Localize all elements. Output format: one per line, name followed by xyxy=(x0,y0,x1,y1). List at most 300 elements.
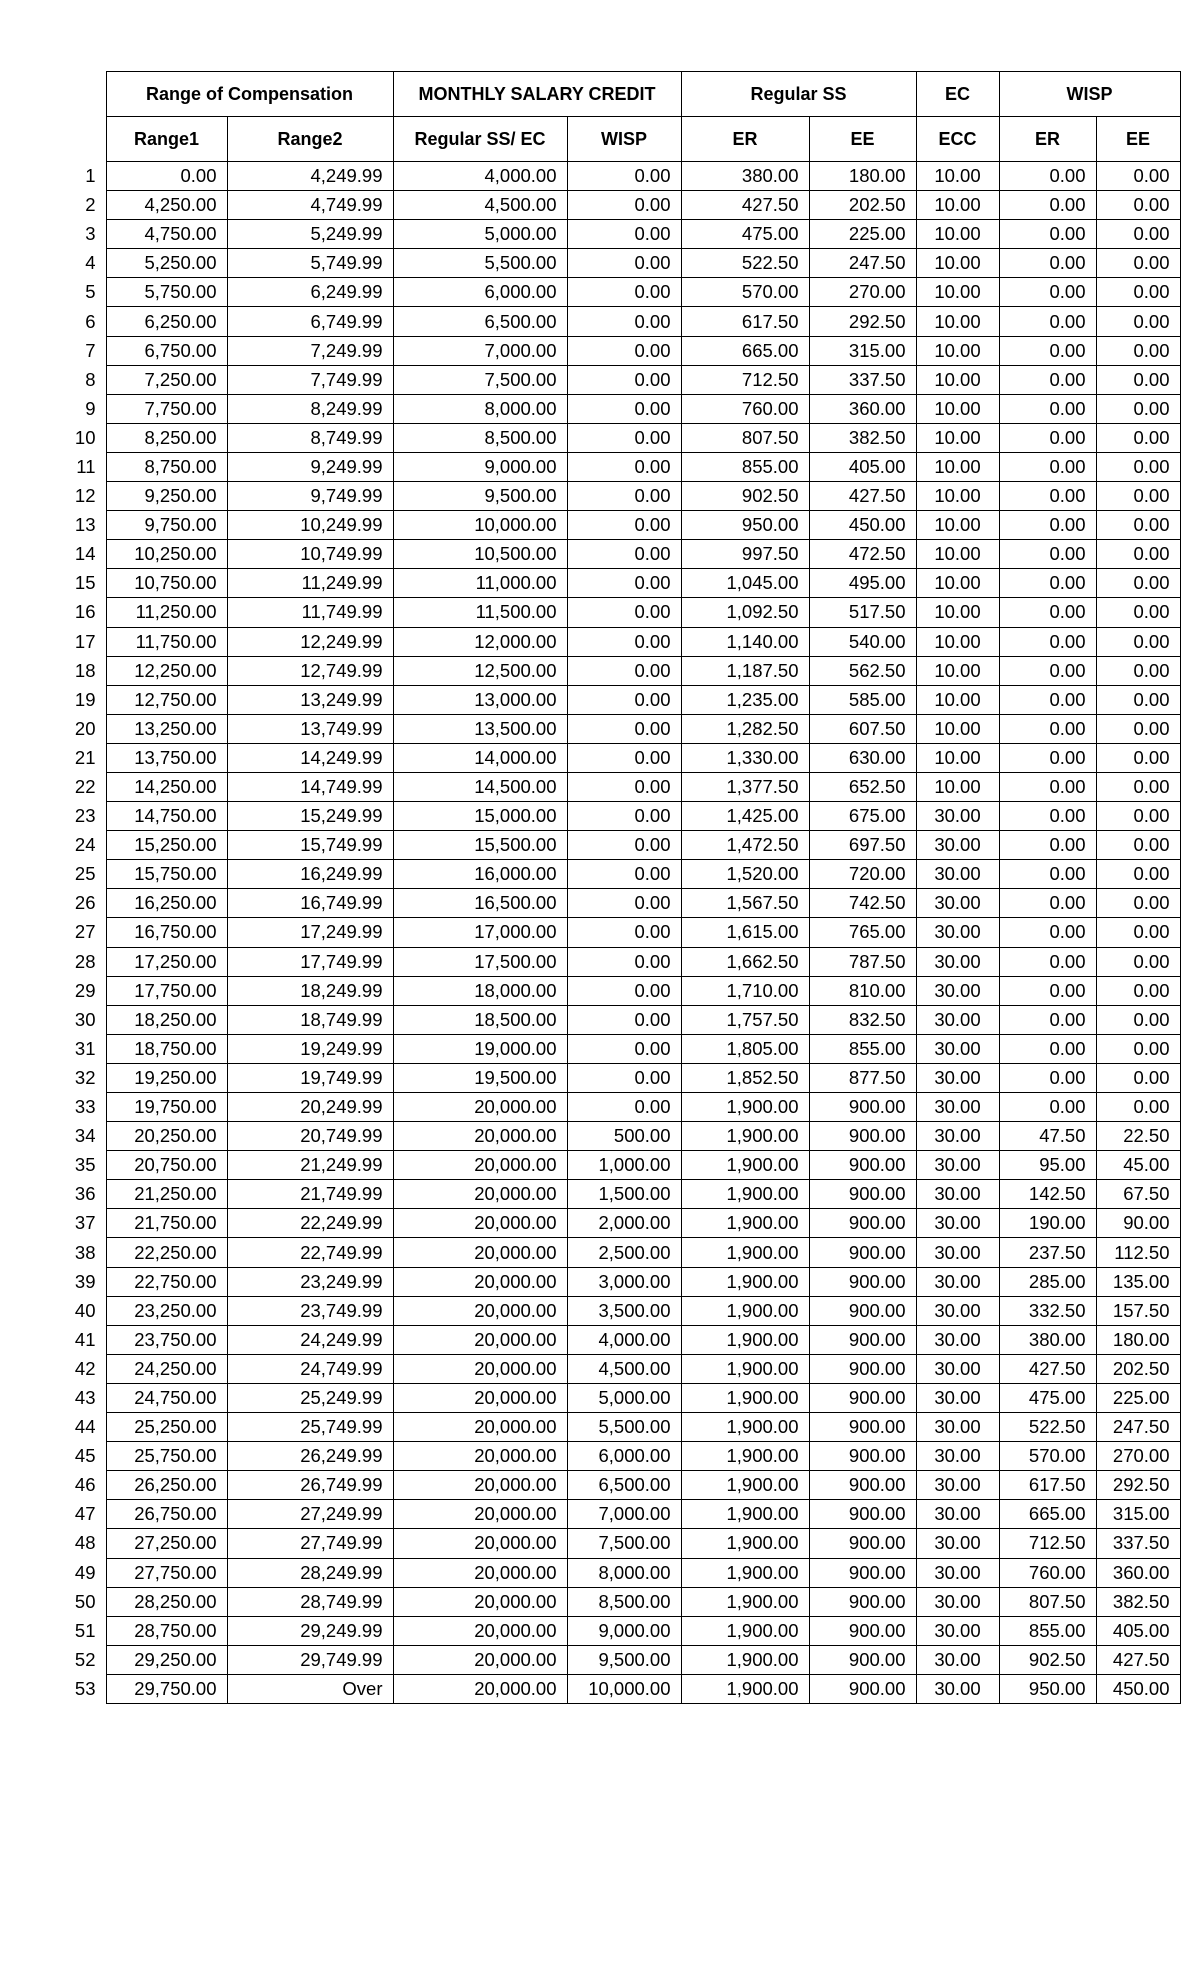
range1-cell: 8,250.00 xyxy=(106,423,227,452)
wisp-er-cell: 0.00 xyxy=(999,598,1096,627)
regular-ss-er-cell: 1,472.50 xyxy=(681,831,809,860)
msc-wisp-cell: 4,500.00 xyxy=(567,1354,681,1383)
ecc-cell: 10.00 xyxy=(916,336,999,365)
range2-cell: 5,249.99 xyxy=(227,220,393,249)
range1-cell: 0.00 xyxy=(106,162,227,191)
range1-cell: 25,750.00 xyxy=(106,1442,227,1471)
row-number: 48 xyxy=(66,1529,106,1558)
regular-ss-ee-cell: 900.00 xyxy=(809,1325,916,1354)
msc-wisp-cell: 0.00 xyxy=(567,365,681,394)
range1-cell: 17,750.00 xyxy=(106,976,227,1005)
regular-ss-ee-cell: 900.00 xyxy=(809,1122,916,1151)
row-number: 32 xyxy=(66,1063,106,1092)
ecc-cell: 30.00 xyxy=(916,1122,999,1151)
range2-cell: 23,749.99 xyxy=(227,1296,393,1325)
msc-wisp-cell: 0.00 xyxy=(567,307,681,336)
row-number: 13 xyxy=(66,511,106,540)
range1-cell: 8,750.00 xyxy=(106,452,227,481)
msc-regular-cell: 10,500.00 xyxy=(393,540,567,569)
msc-regular-cell: 20,000.00 xyxy=(393,1587,567,1616)
regular-ss-er-cell: 1,235.00 xyxy=(681,685,809,714)
wisp-er-cell: 0.00 xyxy=(999,918,1096,947)
ecc-cell: 10.00 xyxy=(916,365,999,394)
regular-ss-ee-cell: 720.00 xyxy=(809,860,916,889)
range1-cell: 20,250.00 xyxy=(106,1122,227,1151)
range1-cell: 12,250.00 xyxy=(106,656,227,685)
row-number: 11 xyxy=(66,452,106,481)
range1-cell: 13,750.00 xyxy=(106,743,227,772)
wisp-er-cell: 0.00 xyxy=(999,772,1096,801)
row-number: 17 xyxy=(66,627,106,656)
ecc-cell: 10.00 xyxy=(916,627,999,656)
wisp-ee-cell: 0.00 xyxy=(1096,569,1180,598)
range1-cell: 21,250.00 xyxy=(106,1180,227,1209)
regular-ss-ee-cell: 652.50 xyxy=(809,772,916,801)
wisp-er-cell: 617.50 xyxy=(999,1471,1096,1500)
range2-cell: 7,749.99 xyxy=(227,365,393,394)
ecc-cell: 30.00 xyxy=(916,1063,999,1092)
range1-cell: 29,750.00 xyxy=(106,1674,227,1703)
msc-wisp-cell: 0.00 xyxy=(567,656,681,685)
wisp-ee-cell: 67.50 xyxy=(1096,1180,1180,1209)
range2-cell: Over xyxy=(227,1674,393,1703)
ecc-cell: 10.00 xyxy=(916,569,999,598)
range1-cell: 27,250.00 xyxy=(106,1529,227,1558)
wisp-ee-cell: 225.00 xyxy=(1096,1383,1180,1412)
ecc-cell: 30.00 xyxy=(916,1005,999,1034)
wisp-ee-cell: 0.00 xyxy=(1096,802,1180,831)
msc-regular-cell: 20,000.00 xyxy=(393,1093,567,1122)
range1-cell: 11,250.00 xyxy=(106,598,227,627)
regular-ss-er-cell: 1,900.00 xyxy=(681,1616,809,1645)
msc-regular-cell: 20,000.00 xyxy=(393,1325,567,1354)
regular-ss-ee-cell: 202.50 xyxy=(809,191,916,220)
table-row xyxy=(66,307,1180,336)
ecc-cell: 10.00 xyxy=(916,220,999,249)
wisp-er-cell: 0.00 xyxy=(999,540,1096,569)
row-number: 27 xyxy=(66,918,106,947)
row-number: 8 xyxy=(66,365,106,394)
ecc-cell: 30.00 xyxy=(916,1529,999,1558)
table-row xyxy=(66,1413,1180,1442)
table-row xyxy=(66,976,1180,1005)
msc-regular-cell: 15,500.00 xyxy=(393,831,567,860)
row-number: 46 xyxy=(66,1471,106,1500)
wisp-ee-cell: 0.00 xyxy=(1096,452,1180,481)
table-body xyxy=(66,162,1180,1704)
range2-cell: 13,749.99 xyxy=(227,714,393,743)
range1-cell: 29,250.00 xyxy=(106,1645,227,1674)
row-number: 52 xyxy=(66,1645,106,1674)
row-number: 6 xyxy=(66,307,106,336)
range2-cell: 24,249.99 xyxy=(227,1325,393,1354)
ecc-cell: 30.00 xyxy=(916,1558,999,1587)
msc-wisp-cell: 3,500.00 xyxy=(567,1296,681,1325)
table-row xyxy=(66,1674,1180,1703)
wisp-er-cell: 190.00 xyxy=(999,1209,1096,1238)
range2-cell: 15,749.99 xyxy=(227,831,393,860)
wisp-er-cell: 0.00 xyxy=(999,162,1096,191)
wisp-ee-cell: 0.00 xyxy=(1096,772,1180,801)
regular-ss-er-cell: 570.00 xyxy=(681,278,809,307)
msc-wisp-cell: 0.00 xyxy=(567,482,681,511)
regular-ss-er-cell: 1,282.50 xyxy=(681,714,809,743)
msc-wisp-cell: 0.00 xyxy=(567,947,681,976)
range1-cell: 5,250.00 xyxy=(106,249,227,278)
ecc-cell: 30.00 xyxy=(916,1238,999,1267)
regular-ss-er-cell: 1,900.00 xyxy=(681,1471,809,1500)
range1-cell: 23,250.00 xyxy=(106,1296,227,1325)
msc-regular-cell: 18,500.00 xyxy=(393,1005,567,1034)
regular-ss-ee-cell: 900.00 xyxy=(809,1093,916,1122)
regular-ss-er-cell: 1,900.00 xyxy=(681,1238,809,1267)
msc-wisp-cell: 0.00 xyxy=(567,1093,681,1122)
table-row xyxy=(66,831,1180,860)
wisp-ee-cell: 0.00 xyxy=(1096,1093,1180,1122)
row-number: 3 xyxy=(66,220,106,249)
regular-ss-er-cell: 1,900.00 xyxy=(681,1645,809,1674)
range1-header: Range1 xyxy=(106,117,227,162)
range1-cell: 18,750.00 xyxy=(106,1034,227,1063)
range1-cell: 18,250.00 xyxy=(106,1005,227,1034)
msc-regular-cell: 9,500.00 xyxy=(393,482,567,511)
msc-wisp-cell: 7,500.00 xyxy=(567,1529,681,1558)
regular-ss-ee-cell: 900.00 xyxy=(809,1383,916,1412)
wisp-er-cell: 0.00 xyxy=(999,947,1096,976)
range1-cell: 20,750.00 xyxy=(106,1151,227,1180)
table-row xyxy=(66,714,1180,743)
table-row xyxy=(66,1093,1180,1122)
wisp-header: WISP xyxy=(999,72,1180,117)
msc-regular-cell: 20,000.00 xyxy=(393,1500,567,1529)
row-number: 10 xyxy=(66,423,106,452)
regular-ss-er-cell: 522.50 xyxy=(681,249,809,278)
range2-cell: 17,749.99 xyxy=(227,947,393,976)
regular-ss-er-cell: 1,520.00 xyxy=(681,860,809,889)
regular-ss-ee-cell: 495.00 xyxy=(809,569,916,598)
table-row xyxy=(66,1296,1180,1325)
table-row xyxy=(66,1558,1180,1587)
row-number: 24 xyxy=(66,831,106,860)
regular-ss-er-cell: 1,900.00 xyxy=(681,1413,809,1442)
range2-cell: 12,749.99 xyxy=(227,656,393,685)
ec-header: EC xyxy=(916,72,999,117)
range1-cell: 26,250.00 xyxy=(106,1471,227,1500)
table-row xyxy=(66,1122,1180,1151)
wisp-er-cell: 475.00 xyxy=(999,1383,1096,1412)
range2-cell: 8,749.99 xyxy=(227,423,393,452)
range2-cell: 25,249.99 xyxy=(227,1383,393,1412)
range2-cell: 16,249.99 xyxy=(227,860,393,889)
msc-wisp-cell: 0.00 xyxy=(567,540,681,569)
range2-cell: 19,749.99 xyxy=(227,1063,393,1092)
range2-cell: 7,249.99 xyxy=(227,336,393,365)
wisp-er-cell: 0.00 xyxy=(999,743,1096,772)
table-row xyxy=(66,1383,1180,1412)
range2-cell: 29,249.99 xyxy=(227,1616,393,1645)
table-row xyxy=(66,1034,1180,1063)
ecc-cell: 30.00 xyxy=(916,976,999,1005)
regular-ss-er-cell: 1,662.50 xyxy=(681,947,809,976)
regular-ss-er-cell: 1,900.00 xyxy=(681,1383,809,1412)
ecc-cell: 10.00 xyxy=(916,278,999,307)
table-row xyxy=(66,1442,1180,1471)
msc-regular-cell: 14,000.00 xyxy=(393,743,567,772)
regular-ss-er-cell: 617.50 xyxy=(681,307,809,336)
range1-cell: 10,750.00 xyxy=(106,569,227,598)
msc-regular-cell: 13,500.00 xyxy=(393,714,567,743)
wisp-er-cell: 0.00 xyxy=(999,831,1096,860)
wisp-ee-cell: 0.00 xyxy=(1096,743,1180,772)
table-row xyxy=(66,452,1180,481)
range2-cell: 29,749.99 xyxy=(227,1645,393,1674)
wisp-ee-cell: 382.50 xyxy=(1096,1587,1180,1616)
msc-wisp-cell: 0.00 xyxy=(567,452,681,481)
msc-wisp-cell: 5,000.00 xyxy=(567,1383,681,1412)
table-row xyxy=(66,540,1180,569)
row-number: 49 xyxy=(66,1558,106,1587)
wisp-er-cell: 0.00 xyxy=(999,482,1096,511)
table-row xyxy=(66,1180,1180,1209)
range1-cell: 5,750.00 xyxy=(106,278,227,307)
range2-cell: 9,749.99 xyxy=(227,482,393,511)
table-row xyxy=(66,802,1180,831)
ecc-cell: 10.00 xyxy=(916,423,999,452)
row-number: 4 xyxy=(66,249,106,278)
ecc-cell: 30.00 xyxy=(916,1500,999,1529)
wisp-ee-cell: 0.00 xyxy=(1096,656,1180,685)
msc-wisp-cell: 0.00 xyxy=(567,802,681,831)
range2-cell: 21,749.99 xyxy=(227,1180,393,1209)
wisp-er-cell: 380.00 xyxy=(999,1325,1096,1354)
row-number-header-blank xyxy=(66,117,106,162)
msc-wisp-cell: 0.00 xyxy=(567,743,681,772)
table-row xyxy=(66,336,1180,365)
ecc-cell: 10.00 xyxy=(916,540,999,569)
range2-cell: 22,749.99 xyxy=(227,1238,393,1267)
regular-ss-er-cell: 1,567.50 xyxy=(681,889,809,918)
row-number: 5 xyxy=(66,278,106,307)
msc-regular-cell: 15,000.00 xyxy=(393,802,567,831)
regular-ss-er-cell: 1,045.00 xyxy=(681,569,809,598)
regular-ss-er-cell: 902.50 xyxy=(681,482,809,511)
regular-ss-er-cell: 1,900.00 xyxy=(681,1180,809,1209)
range1-cell: 7,250.00 xyxy=(106,365,227,394)
regular-ss-er-cell: 1,900.00 xyxy=(681,1325,809,1354)
range1-cell: 27,750.00 xyxy=(106,1558,227,1587)
wisp-er-cell: 0.00 xyxy=(999,569,1096,598)
ecc-cell: 30.00 xyxy=(916,1442,999,1471)
regular-ss-er-cell: 1,900.00 xyxy=(681,1587,809,1616)
wisp-er-cell: 427.50 xyxy=(999,1354,1096,1383)
range2-cell: 6,749.99 xyxy=(227,307,393,336)
wisp-ee-cell: 0.00 xyxy=(1096,278,1180,307)
row-number: 31 xyxy=(66,1034,106,1063)
range1-cell: 10,250.00 xyxy=(106,540,227,569)
ecc-cell: 10.00 xyxy=(916,452,999,481)
ecc-header: ECC xyxy=(916,117,999,162)
regular-ss-ee-cell: 225.00 xyxy=(809,220,916,249)
msc-wisp-cell: 0.00 xyxy=(567,249,681,278)
msc-regular-cell: 20,000.00 xyxy=(393,1296,567,1325)
msc-wisp-cell: 0.00 xyxy=(567,772,681,801)
table-row xyxy=(66,482,1180,511)
group-header-row xyxy=(66,72,1180,117)
table-row xyxy=(66,743,1180,772)
row-number: 26 xyxy=(66,889,106,918)
regular-ss-er-cell: 1,425.00 xyxy=(681,802,809,831)
regular-ss-ee-cell: 270.00 xyxy=(809,278,916,307)
wisp-er-cell: 950.00 xyxy=(999,1674,1096,1703)
msc-wisp-cell: 0.00 xyxy=(567,394,681,423)
regular-ss-ee-cell: 765.00 xyxy=(809,918,916,947)
wisp-er-cell: 95.00 xyxy=(999,1151,1096,1180)
msc-wisp-cell: 0.00 xyxy=(567,598,681,627)
wisp-er-cell: 0.00 xyxy=(999,889,1096,918)
range1-cell: 19,750.00 xyxy=(106,1093,227,1122)
row-number: 7 xyxy=(66,336,106,365)
range2-cell: 15,249.99 xyxy=(227,802,393,831)
range1-cell: 15,750.00 xyxy=(106,860,227,889)
range1-cell: 16,750.00 xyxy=(106,918,227,947)
msc-regular-cell: 20,000.00 xyxy=(393,1209,567,1238)
ecc-cell: 30.00 xyxy=(916,1296,999,1325)
range2-cell: 16,749.99 xyxy=(227,889,393,918)
wisp-er-cell: 807.50 xyxy=(999,1587,1096,1616)
wisp-er-cell: 0.00 xyxy=(999,394,1096,423)
regular-ss-ee-cell: 315.00 xyxy=(809,336,916,365)
regular-ss-ee-cell: 900.00 xyxy=(809,1645,916,1674)
regular-ss-ee-cell: 900.00 xyxy=(809,1558,916,1587)
range1-cell: 26,750.00 xyxy=(106,1500,227,1529)
msc-wisp-cell: 0.00 xyxy=(567,831,681,860)
row-number: 23 xyxy=(66,802,106,831)
msc-wisp-cell: 0.00 xyxy=(567,860,681,889)
msc-regular-cell: 16,500.00 xyxy=(393,889,567,918)
regular-ss-er-cell: 1,187.50 xyxy=(681,656,809,685)
regular-ss-er-cell: 950.00 xyxy=(681,511,809,540)
range2-cell: 4,249.99 xyxy=(227,162,393,191)
row-number: 42 xyxy=(66,1354,106,1383)
row-number-header-blank xyxy=(66,72,106,117)
regular-ss-er-cell: 475.00 xyxy=(681,220,809,249)
msc-regular-cell: 4,500.00 xyxy=(393,191,567,220)
ecc-cell: 10.00 xyxy=(916,394,999,423)
regular-ss-ee-cell: 900.00 xyxy=(809,1296,916,1325)
wisp-ee-cell: 0.00 xyxy=(1096,1063,1180,1092)
range1-cell: 28,750.00 xyxy=(106,1616,227,1645)
wisp-er-cell: 855.00 xyxy=(999,1616,1096,1645)
row-number: 51 xyxy=(66,1616,106,1645)
wisp-ee-cell: 135.00 xyxy=(1096,1267,1180,1296)
wisp-ee-cell: 0.00 xyxy=(1096,307,1180,336)
wisp-er-cell: 0.00 xyxy=(999,191,1096,220)
regular-ss-ee-cell: 877.50 xyxy=(809,1063,916,1092)
msc-wisp-cell: 0.00 xyxy=(567,423,681,452)
range1-cell: 9,250.00 xyxy=(106,482,227,511)
range2-cell: 25,749.99 xyxy=(227,1413,393,1442)
wisp-ee-cell: 0.00 xyxy=(1096,249,1180,278)
wisp-er-cell: 0.00 xyxy=(999,1034,1096,1063)
row-number: 38 xyxy=(66,1238,106,1267)
regular-ss-ee-cell: 900.00 xyxy=(809,1471,916,1500)
row-number: 9 xyxy=(66,394,106,423)
table-row xyxy=(66,365,1180,394)
ecc-cell: 10.00 xyxy=(916,511,999,540)
table-row xyxy=(66,685,1180,714)
row-number: 50 xyxy=(66,1587,106,1616)
row-number: 36 xyxy=(66,1180,106,1209)
msc-regular-cell: 6,000.00 xyxy=(393,278,567,307)
msc-regular-cell: 18,000.00 xyxy=(393,976,567,1005)
table-row xyxy=(66,1209,1180,1238)
range1-cell: 19,250.00 xyxy=(106,1063,227,1092)
range2-cell: 28,749.99 xyxy=(227,1587,393,1616)
msc-wisp-cell: 9,000.00 xyxy=(567,1616,681,1645)
wisp-ee-cell: 0.00 xyxy=(1096,365,1180,394)
msc-regular-cell: 20,000.00 xyxy=(393,1413,567,1442)
msc-wisp-cell: 2,000.00 xyxy=(567,1209,681,1238)
ecc-cell: 10.00 xyxy=(916,743,999,772)
range1-cell: 22,750.00 xyxy=(106,1267,227,1296)
msc-wisp-cell: 2,500.00 xyxy=(567,1238,681,1267)
regular-ss-ee-cell: 787.50 xyxy=(809,947,916,976)
table-row xyxy=(66,656,1180,685)
row-number: 30 xyxy=(66,1005,106,1034)
regular-ss-ee-cell: 900.00 xyxy=(809,1616,916,1645)
table-row xyxy=(66,511,1180,540)
row-number: 28 xyxy=(66,947,106,976)
row-number: 22 xyxy=(66,772,106,801)
wisp-ee-cell: 112.50 xyxy=(1096,1238,1180,1267)
row-number: 45 xyxy=(66,1442,106,1471)
range1-cell: 12,750.00 xyxy=(106,685,227,714)
ecc-cell: 30.00 xyxy=(916,918,999,947)
msc-regular-cell: 8,500.00 xyxy=(393,423,567,452)
range2-cell: 17,249.99 xyxy=(227,918,393,947)
regular-ss-er-cell: 1,900.00 xyxy=(681,1558,809,1587)
msc-regular-cell: 20,000.00 xyxy=(393,1180,567,1209)
ecc-cell: 10.00 xyxy=(916,249,999,278)
msc-wisp-cell: 0.00 xyxy=(567,1005,681,1034)
range1-cell: 4,750.00 xyxy=(106,220,227,249)
msc-regular-cell: 16,000.00 xyxy=(393,860,567,889)
range1-cell: 24,250.00 xyxy=(106,1354,227,1383)
range2-cell: 23,249.99 xyxy=(227,1267,393,1296)
regular-ss-er-cell: 1,900.00 xyxy=(681,1500,809,1529)
range1-cell: 24,750.00 xyxy=(106,1383,227,1412)
wisp-er-cell: 0.00 xyxy=(999,452,1096,481)
ecc-cell: 30.00 xyxy=(916,1180,999,1209)
table-row xyxy=(66,889,1180,918)
regular-ss-ee-cell: 540.00 xyxy=(809,627,916,656)
msc-wisp-cell: 0.00 xyxy=(567,511,681,540)
regular-ss-er-cell: 997.50 xyxy=(681,540,809,569)
range1-cell: 23,750.00 xyxy=(106,1325,227,1354)
table-row xyxy=(66,220,1180,249)
msc-regular-cell: 17,000.00 xyxy=(393,918,567,947)
regular-ss-ee-cell: 900.00 xyxy=(809,1180,916,1209)
wisp-ee-cell: 247.50 xyxy=(1096,1413,1180,1442)
regular-ss-ee-header: EE xyxy=(809,117,916,162)
row-number: 25 xyxy=(66,860,106,889)
msc-wisp-cell: 0.00 xyxy=(567,714,681,743)
regular-ss-ee-cell: 562.50 xyxy=(809,656,916,685)
wisp-ee-cell: 450.00 xyxy=(1096,1674,1180,1703)
range2-cell: 11,749.99 xyxy=(227,598,393,627)
ecc-cell: 30.00 xyxy=(916,1151,999,1180)
msc-wisp-cell: 10,000.00 xyxy=(567,1674,681,1703)
